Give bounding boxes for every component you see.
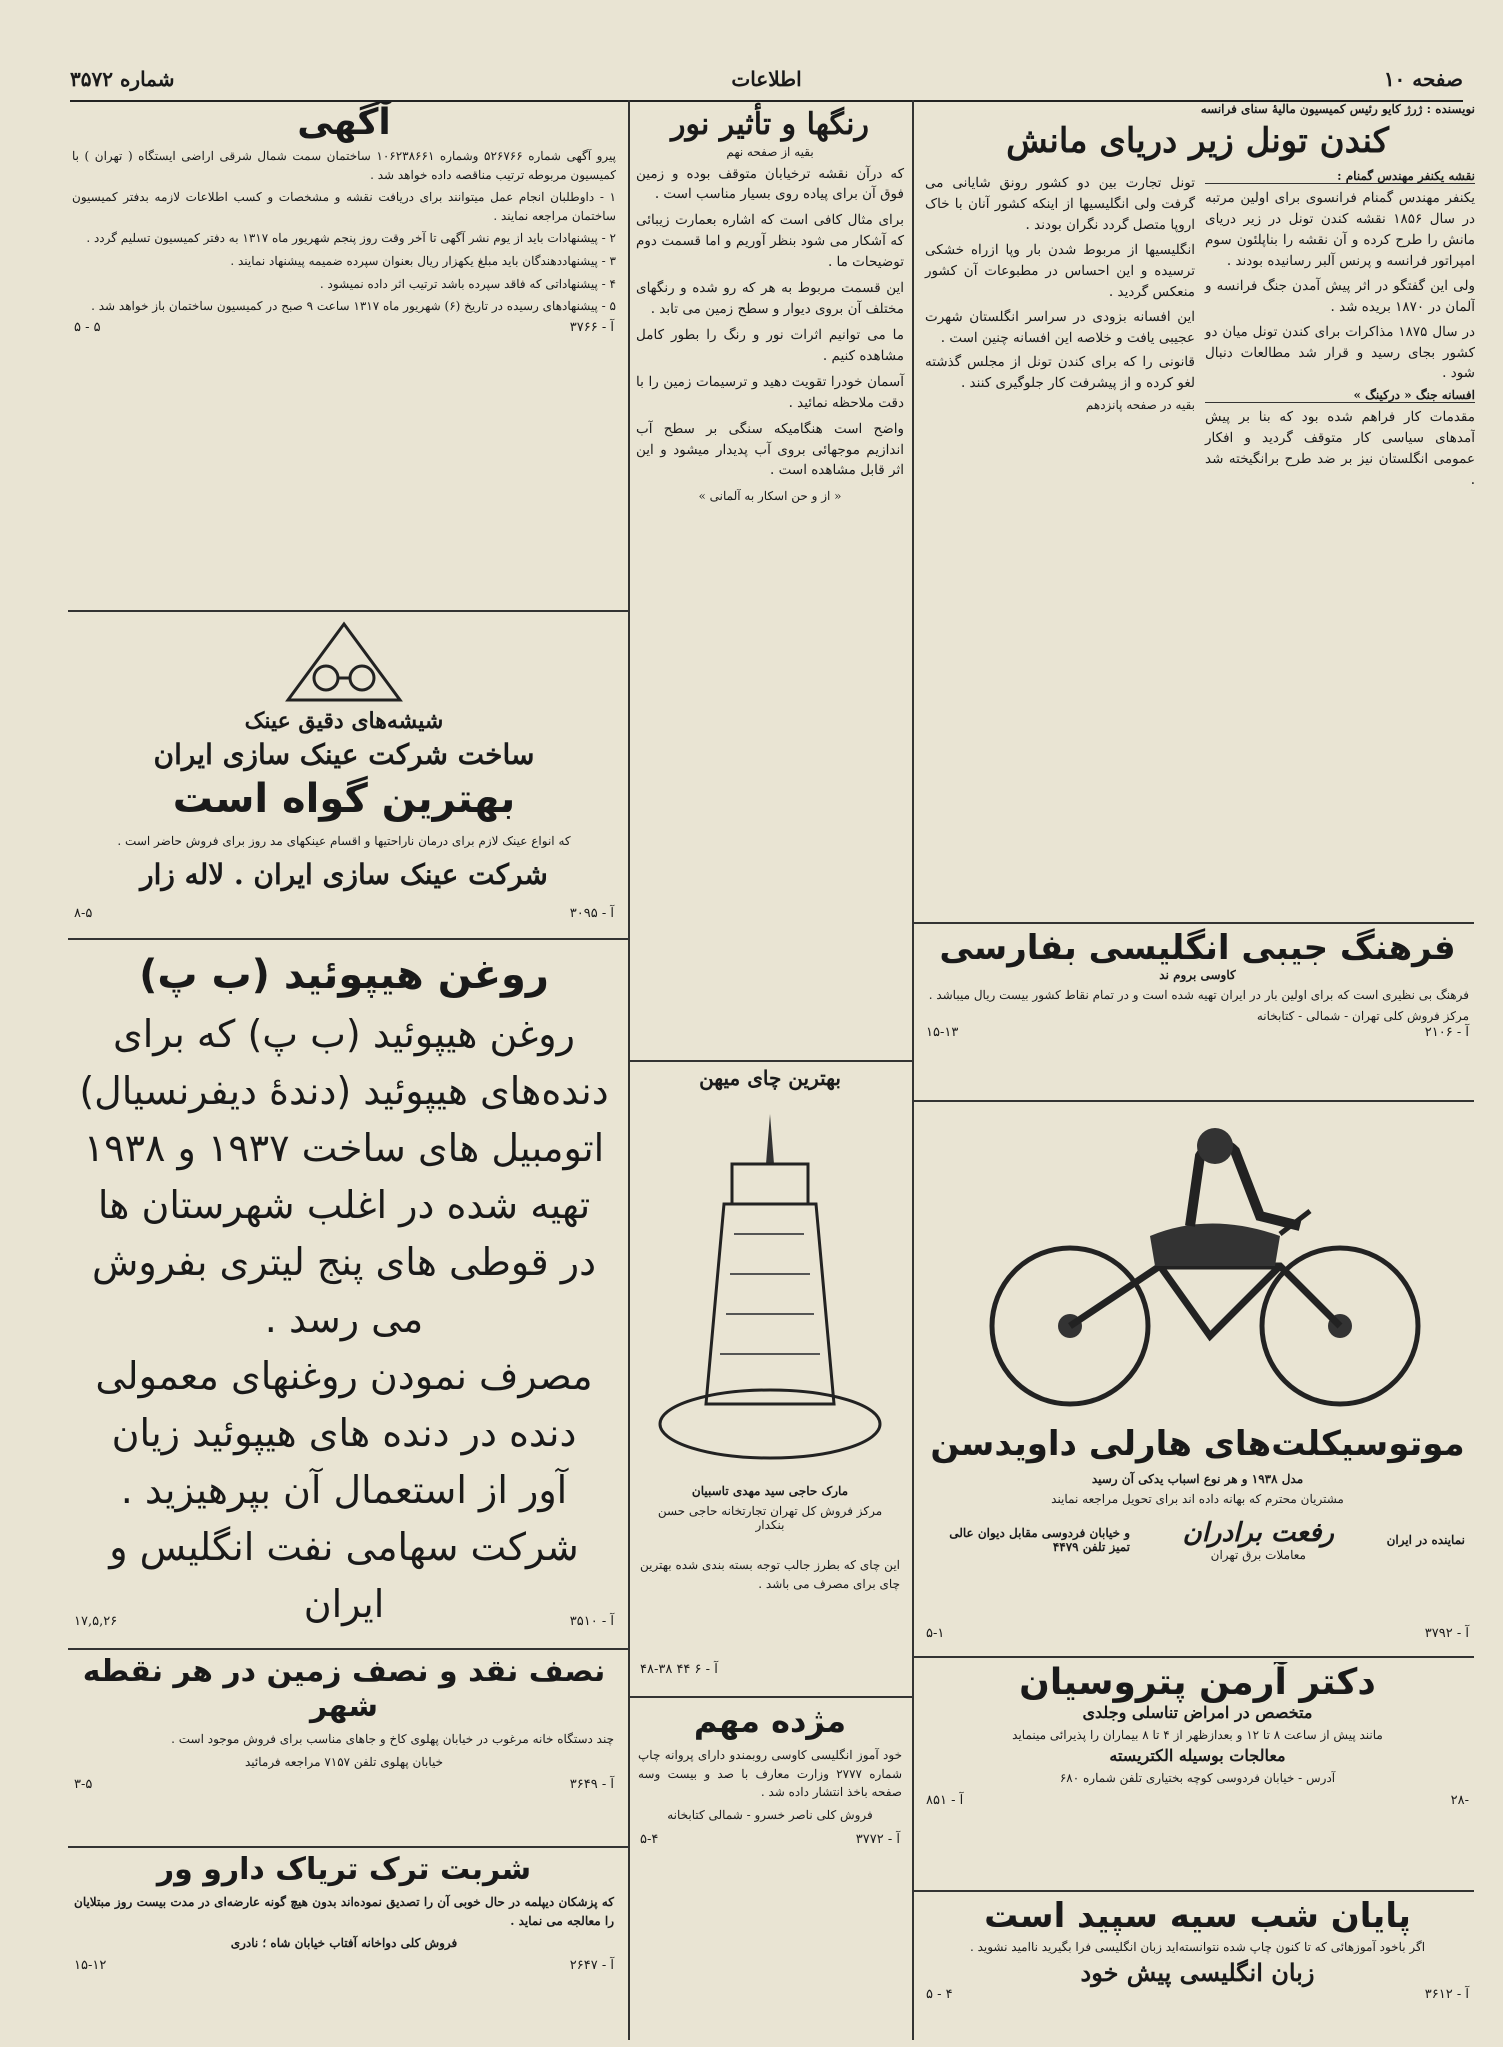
ad-title: پایان شب سیه سپید است (984, 1896, 1411, 1936)
section-rule (68, 1846, 628, 1848)
paragraph: انگلیسیها از مربوط شدن بار وپا ازراه خشکی ترسیده و این احساس در مطبوعات آن کشور منعکس گردید . (925, 241, 1195, 300)
article-source: « از و حن اسکار به آلمانی » (698, 489, 842, 504)
ad-ref: ۲۸- (1450, 1793, 1469, 1808)
tin-top (732, 1164, 808, 1204)
paragraph: آسمان خودرا تقویت دهید و ترسیمات زمین را با دقت ملاحظه نمائید . (636, 373, 904, 411)
ad-title: آگهی (297, 102, 391, 143)
ad-line: مصرف نمودن روغنهای معمولی (95, 1354, 593, 1398)
ad-footer (920, 1987, 1475, 2002)
column-rule (912, 100, 914, 2040)
ad-body: فرهنگ بی نظیری است که برای اولین بار در ایران تهیه شده است و در تمام نقاط کشور بیست ریال میباشد . (928, 988, 1469, 1002)
ad-footer (68, 320, 620, 335)
continuation-note: بقیه در صفحه پانزدهم (1085, 398, 1195, 413)
lens-left (314, 666, 338, 690)
ad-line: اتومبیل های ساخت ۱۹۳۷ و ۱۹۳۸ (83, 1126, 605, 1170)
paper-name: اطلاعات (731, 67, 802, 91)
ad-line: ساخت شرکت عینک سازی ایران (153, 738, 535, 771)
paragraph: مقدمات کار فراهم شده بود که بنا بر پیش آمدهای سیاسی کار متوقف گردید و افکار عمومی انگلستان نیز بر ضد طرح برانگیخته شد . (1205, 409, 1475, 489)
masthead (70, 58, 1463, 102)
paragraph: تونل تجارت بین دو کشور رونق شایانی می گرفت ولی انگلیسیها از اینکه کشور آنان با خاک اروپا متصل گردد نگران بودند . (925, 175, 1195, 233)
ad-ref: ۵ - ۴ (926, 1987, 953, 2002)
english-book-ad (920, 1896, 1475, 2036)
ad-line: دنده‌های هیپوئید (دندهٔ دیفرنسیال) (79, 1069, 609, 1113)
ad-line: می رسد . (264, 1297, 424, 1341)
ad-author: کاوسی بروم ند (1159, 968, 1236, 982)
ad-code: آ - ۳۷۹۲ (1424, 1626, 1469, 1641)
issue-number: شماره ۳۵۷۲ (70, 67, 175, 91)
section-rule (914, 1656, 1474, 1658)
ad-title: نصف نقد و نصف زمین در هر نقطه شهر (82, 1654, 606, 1724)
ad-code: آ - ۳۵۱۰ (569, 1614, 614, 1629)
ad-footer (634, 1832, 906, 1847)
notice-item: ۵ - پیشنهادهای رسیده در تاریخ (۶) شهریور ماه ۱۳۱۷ ساعت ۹ صبح در کمیسیون ساختمان باز خواهد شد . (91, 299, 616, 314)
section-rule (68, 610, 628, 612)
paragraph: واضح است هنگامیکه سنگی بر سطح آب اندازیم موجهائی بروی آب پدیدار میشود و این اثر قابل مشاهده است . (636, 420, 904, 479)
ad-footer (68, 1777, 620, 1792)
ad-ref: ۵ - ۵ (74, 319, 101, 335)
ad-code: آ - ۳۷۷۲ (855, 1831, 900, 1847)
ad-ref: ۵-۴ (640, 1831, 659, 1847)
ad-footer (920, 1626, 1475, 1641)
notice-intro: پیرو آگهی شماره ۵۲۶۷۶۶ وشماره ۱۰۶۲۳۸۶۶۱ ساختمان سمت شمال شرقی اراضی ایستگاه ( تهران ) با کمیسیون مربوطه ترتیب مناقصه داده خواهد شد . (72, 149, 617, 182)
ad-code: آ - ۳۶۴۹ (569, 1776, 614, 1792)
ad-title: دکتر آرمن پتروسیان (1019, 1662, 1376, 1703)
paragraph: که درآن نقشه ترخیابان متوقف بوده و زمین فوق آن برای پیاده روی بسیار مناسب است . (636, 165, 904, 203)
section-rule (630, 1060, 912, 1062)
page-number: صفحه ۱۰ (1383, 67, 1463, 91)
dictionary-ad (920, 928, 1475, 1098)
ad-ref: ۱۵-۱۲ (74, 1958, 107, 1974)
byline: نویسنده : ژرژ کایو رئیس کمیسیون مالیهٔ سنای فرانسه (1200, 102, 1475, 116)
paragraph: ما می توانیم اثرات نور و رنگ را بطور کامل مشاهده کنیم . (636, 326, 904, 364)
ad-body: که پزشکان دیپلمه در حال خوبی آن را تصدیق نموده‌اند بدون هیچ گونه عارضه‌ای در مدت بیست روز مبتلایان را معالجه می نماید . (74, 1895, 614, 1928)
tin-pattern (720, 1234, 820, 1354)
ad-sale: فروش کلی ناصر خسرو - شمالی کتابخانه (667, 1807, 873, 1822)
notice-item: ۲ - پیشنهادات باید از یوم نشر آگهی تا آخر وقت روز پنجم شهریور ماه ۱۳۱۷ به دفتر کمیسیون تسلیم گردد . (86, 231, 616, 246)
ad-code: ۴۸-۳۸ ۴۴ ۶ - آ (640, 1662, 718, 1677)
ad-line: دنده در دنده های هیپوئید زیان (111, 1411, 577, 1455)
tea-tin-illustration (654, 1104, 886, 1474)
agent-label: نماینده در ایران (1386, 1533, 1465, 1547)
ad-title: فرهنگ جیبی انگلیسی بفارسی (939, 928, 1456, 968)
good-news-ad (634, 1702, 906, 2036)
ad-title: روغن هیپوئید (ب پ) (139, 952, 549, 998)
motorcycle-ad (920, 1106, 1475, 1656)
ad-code: آ - ۲۱۰۶ (1424, 1024, 1469, 1040)
tunnel-article (920, 102, 1475, 922)
ad-ref: ۱۵-۱۳ (926, 1024, 959, 1040)
ad-body: این چای که بطرز جالب توجه بسته بندی شده بهترین چای برای مصرف می باشد . (640, 1558, 900, 1591)
ad-code: آ - ۳۶۱۲ (1424, 1987, 1469, 2002)
ad-ref: ۸-۵ (74, 906, 93, 921)
ad-ref: ۱۷,۵,۲۶ (74, 1614, 118, 1629)
light-article (634, 102, 906, 1057)
paragraph: یکنفر مهندس گمنام فرانسوی برای اولین مرتبه در سال ۱۸۵۶ نقشه کندن تونل در زیر دریای مانش را طرح کرده و آن نقشه را بناپلئون سوم امپراتور فرانسه و پرنس آلبر رسانیده بودند . (1205, 190, 1475, 269)
notice-item: ۳ - پیشنهاددهندگان باید مبلغ یکهزار ریال بعنوان سپرده ضمیمه پیشنهاد نمایند . (230, 253, 616, 268)
agent-block (930, 1518, 1465, 1562)
article-title: کندن تونل زیر دریای مانش (1006, 121, 1389, 161)
ad-subtitle: مدل ۱۹۳۸ و هر نوع اسباب یدکی آن رسید (1091, 1472, 1304, 1486)
ad-line: روغن هیپوئید (ب پ) که برای (113, 1012, 575, 1056)
ad-ref: ۵-۱ (926, 1626, 945, 1641)
agent-address: و خیابان فردوسی مقابل دیوان عالی تمیز تلفن ۴۴۷۹ (949, 1526, 1131, 1554)
section-heading: افسانه جنگ « درکینگ » (1205, 388, 1475, 403)
ad-line: در قوطی های پنج لیتری بفروش (91, 1240, 597, 1284)
tin-spire (766, 1114, 774, 1164)
ad-line: آور از استعمال آن بپرهیزید . (120, 1468, 568, 1512)
ad-sale: مرکز فروش کلی تهران - شمالی - کتابخانه (1256, 1008, 1469, 1023)
tea-ad (634, 1066, 906, 1696)
ad-treatment: معالجات بوسیله الکتریسته (1109, 1746, 1286, 1765)
glasses-ad (68, 616, 620, 936)
ad-code: آ - ۳۰۹۵ (569, 906, 614, 921)
ad-address: خیابان پهلوی تلفن ۷۱۵۷ مراجعه فرمائید (244, 1754, 444, 1769)
section-rule (914, 1890, 1474, 1892)
ad-body: خود آموز انگلیسی کاوسی روبمندو دارای پروانه چاپ شماره ۲۷۷۷ وزارت معارف با صد و بیست وسه صفحه باخذ انتشار داده شد . (638, 1748, 902, 1800)
paragraph: این قسمت مربوط به هر که رو شده و رنگهای مختلف آن بروی دیوار و سطح زمین می تابد . (636, 280, 904, 318)
lens-right (350, 666, 374, 690)
ad-footer (68, 1958, 620, 1973)
ad-title: بهترین چای میهن (699, 1066, 841, 1090)
ad-book-title: زبان انگلیسی پیش خود (1080, 1958, 1315, 1987)
section-heading: نقشه یکنفر مهندس گمنام : (1205, 169, 1475, 184)
notice-item: ۴ - پیشنهاداتی که فاقد سپرده باشد ترتیب اثر داده نمیشود . (319, 276, 616, 291)
motorcycle-illustration (960, 1116, 1440, 1416)
article-subtitle: بقیه از صفحه نهم (726, 144, 814, 159)
notice-item: ۱ - داوطلبان انجام عمل میتوانند برای دریافت نقشه و مشخصات و کسب اطلاعات لازمه بدفتر کمیسیون ساختمان مراجعه نمایند . (72, 190, 616, 223)
ad-ref: ۳-۵ (74, 1776, 93, 1792)
ad-code: آ - ۲۶۴۷ (569, 1958, 614, 1974)
ad-line: تهیه شده در اغلب شهرستان ها (97, 1183, 591, 1227)
ad-body: که انواع عینک لازم برای درمان ناراحتیها و اقسام عینکهای مد روز برای فروش حاضر است . (117, 834, 571, 848)
ad-title: موتوسیکلت‌های هارلی داویدسن (930, 1424, 1465, 1464)
section-rule (630, 1696, 912, 1698)
oil-ad (68, 944, 620, 1644)
agent-sub: معاملات برق تهران (1210, 1548, 1306, 1562)
column-rule (628, 100, 630, 2040)
ad-office: مرکز فروش کل تهران تجارتخانه حاجی حسن بنکدار (657, 1504, 883, 1532)
land-ad (68, 1654, 620, 1844)
ad-code: آ - ۳۷۶۶ (569, 319, 614, 335)
agent-name: رفعت برادران (1182, 1518, 1334, 1548)
ad-note: مشتریان محترم که بهانه داده اند برای تحویل مراجعه نمایند (1051, 1492, 1344, 1506)
paragraph: برای مثال کافی است که اشاره بعمارت زیبائی که آشکار می شود بنظر آوریم و اما قسمت دوم توضیحات ما . (636, 212, 904, 271)
ad-footer (68, 906, 620, 921)
section-rule (68, 938, 628, 940)
ad-title: مژده مهم (693, 1702, 847, 1740)
paragraph: ولی این گفتگو در اثر پیش آمدن جنگ فرانسه و آلمان در ۱۸۷۰ بریده شد . (1205, 277, 1475, 315)
opium-ad (68, 1852, 620, 2037)
ad-company: شرکت سهامی نفت انگلیس و ایران (109, 1525, 579, 1626)
paragraph: این افسانه بزودی در سراسر انگلستان شهرت عجیبی یافت و خلاصه این افسانه چنین است . (925, 308, 1195, 346)
frame (1070, 1266, 1340, 1336)
ad-footer (68, 1614, 620, 1629)
rider-head (1197, 1128, 1233, 1164)
ad-hours: مانند پیش از ساعت ۸ تا ۱۲ و بعدازظهر از ۴ تا ۸ بیماران را پذیرائی مینماید (1012, 1728, 1383, 1742)
paragraph: در سال ۱۸۷۵ مذاکرات برای کندن تونل میان دو کشور بجای رسید و قرار شد مطالعات دنبال شود . (1205, 323, 1475, 382)
ad-body: چند دستگاه خانه مرغوب در خیابان پهلوی کاخ و جاهای مناسب برای فروش موجود است . (171, 1732, 614, 1746)
logo-triangle (288, 624, 400, 700)
section-rule (914, 1100, 1474, 1102)
tin-base (660, 1390, 880, 1458)
ad-footer (920, 1025, 1475, 1040)
ad-body: اگر باخود آموزهائی که تا کنون چاپ شده نتوانسته‌اید زبان انگلیسی فرا بگیرید ناامید نشوید . (969, 1940, 1426, 1954)
doctor-ad (920, 1662, 1475, 1887)
ad-footer (634, 1662, 906, 1677)
section-rule (914, 922, 1474, 924)
ad-footer (920, 1793, 1475, 1808)
glasses-logo-icon (284, 620, 404, 704)
ad-title: شربت ترک تریاک دارو ور (156, 1852, 532, 1887)
section-rule (68, 1648, 628, 1650)
ad-slogan: بهترین گواه است (172, 776, 516, 822)
ad-line: شیشه‌های دقیق عینک (244, 708, 444, 734)
ad-sale: فروش کلی دواخانه آفتاب خیابان شاه ؛ نادری (230, 1936, 458, 1951)
ad-brand: مارک حاجی سید مهدی تاسبیان (691, 1484, 849, 1498)
notice-ad (68, 102, 620, 607)
ad-company: شرکت عینک سازی ایران . لاله زار (140, 858, 548, 891)
ad-specialty: متخصص در امراض تناسلی وجلدی (1082, 1703, 1313, 1722)
tank (1150, 1224, 1280, 1267)
ad-address: آدرس - خیابان فردوسی کوچه بختیاری تلفن شماره ۶۸۰ (1059, 1771, 1336, 1785)
paragraph: قانونی را که برای کندن تونل از مجلس گذشته لغو کرده و از پیشرفت کار جلوگیری کنند . (925, 354, 1195, 392)
ad-code: آ - ۸۵۱ (926, 1793, 964, 1808)
article-title: رنگها و تأثیر نور (671, 107, 869, 142)
